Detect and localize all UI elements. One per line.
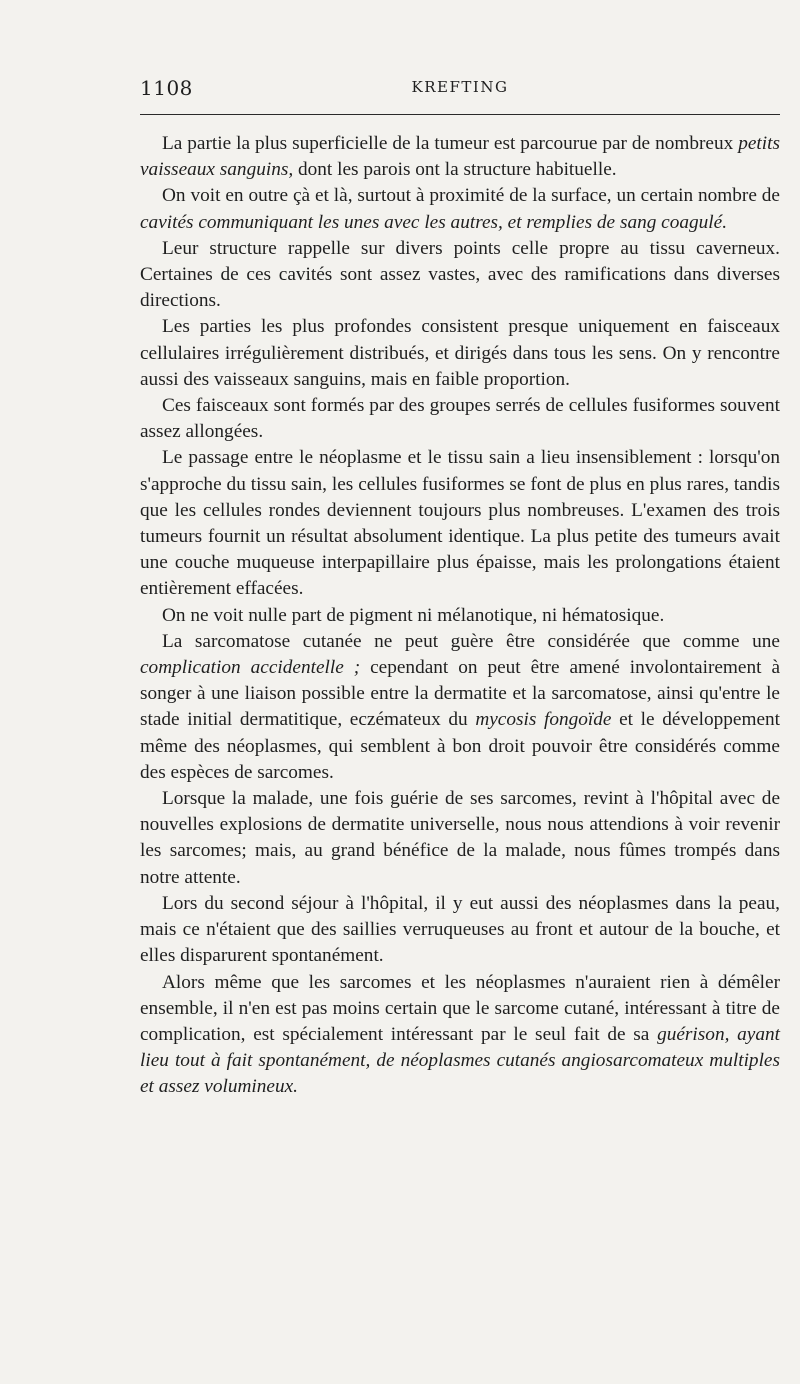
paragraph-text: Ces faisceaux sont formés par des groupes serrés de cellules fusiformes souvent assez allongées. — [140, 395, 780, 443]
body-paragraph — [140, 786, 780, 891]
body-paragraph — [140, 445, 780, 602]
paragraph-text: dont les parois ont la structure habituelle. — [293, 159, 617, 181]
italic-text: cavités communiquant les unes avec les autres, et remplies de sang coagulé. — [140, 211, 728, 233]
paragraph-text: La partie la plus superficielle de la tumeur est parcourue par de nombreux — [162, 133, 739, 154]
paragraph-text: Lors du second séjour à l'hôpital, il y eut aussi des néoplasmes dans la peau, mais ce n'étaient que des saillies verruqueuses au front et autour de la bouche, et elles disparurent spontanément. — [140, 892, 780, 967]
italic-text: petits vaisseaux sanguins, — [140, 133, 780, 181]
page-number: 1108 — [140, 76, 193, 100]
body-paragraph — [140, 314, 780, 393]
body-paragraph — [140, 629, 780, 786]
header-rule — [140, 114, 780, 115]
paragraph-text: et le développement même des néoplasmes, qui semblent à bon droit pouvoir être considérés comme des espèces de sarcomes. — [140, 709, 780, 783]
paragraph-text: On voit en outre çà et là, surtout à proximité de la surface, un certain nombre de — [162, 185, 780, 207]
body-paragraph — [140, 393, 780, 445]
paragraph-text: Leur structure rappelle sur divers points celle propre au tissu caverneux. Certaines de ces cavités sont assez vastes, avec des ramifications dans diverses directions. — [140, 237, 780, 312]
body-paragraph — [140, 603, 780, 629]
paragraph-text: Alors même que les sarcomes et les néoplasmes n'auraient rien à démêler ensemble, il n'en est pas moins certain que le sarcome cutané, intéressant à titre de complication, est spécialement intéressant par le seul fait de sa — [140, 971, 780, 1045]
paragraph-text: On ne voit nulle part de pigment ni mélanotique, ni hématosique. — [162, 604, 665, 626]
paragraph-text: Lorsque la malade, une fois guérie de ses sarcomes, revint à l'hôpital avec de nouvelles explosions de dermatite universelle, nous nous attendions à voir revenir les sarcomes; mais, au grand bénéfice de la malade, nous fûmes trompés dans notre attente. — [140, 788, 780, 888]
italic-text: complication accidentelle ; — [140, 657, 361, 679]
paragraph-text: cependant on peut être amené involontairement à songer à une liaison possible entre la dermatite et la sarcomatose, ainsi qu'entre le stade initial dermatitique, eczémateux du — [140, 657, 780, 731]
running-head: KREFTING — [411, 78, 509, 96]
paragraph-text: Les parties les plus profondes consistent presque uniquement en faisceaux cellulaires irrégulièrement distribués, et dirigés dans tous les sens. On y rencontre aussi des vaisseaux sanguins, mais en faible proportion. — [140, 316, 780, 390]
italic-text: mycosis fongoïde — [475, 709, 612, 731]
italic-text: guérison, ayant lieu tout à fait spontanément, de néoplasmes cutanés angiosarcomateux multiples et assez volumineux. — [140, 1023, 780, 1098]
page-header — [140, 74, 780, 104]
body-paragraph — [140, 236, 780, 315]
body-paragraph — [140, 891, 780, 970]
body-paragraph — [140, 970, 780, 1101]
body-text — [140, 131, 780, 1101]
paragraph-text: Le passage entre le néoplasme et le tissu sain a lieu insensiblement : lorsqu'on s'approche du tissu sain, les cellules fusiformes se font de plus en plus rares, tandis que les cellules rondes deviennent toujours plus nombreuses. L'examen des trois tumeurs fournit un résultat absolument identique. La plus petite des tumeurs avait une couche muqueuse interpapillaire plus épaisse, mais les prolongations étaient entièrement effacées. — [140, 447, 780, 600]
paragraph-text: La sarcomatose cutanée ne peut guère être considérée que comme une — [162, 630, 780, 652]
body-paragraph — [140, 183, 780, 235]
body-paragraph — [140, 131, 780, 183]
